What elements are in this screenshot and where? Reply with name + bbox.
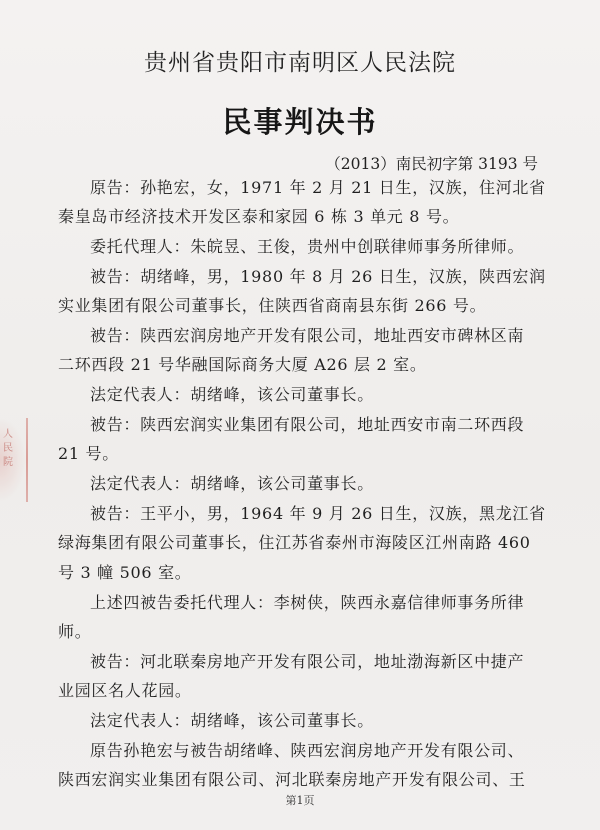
text-line: 陕西宏润实业集团有限公司、河北联秦房地产开发有限公司、王 xyxy=(58,770,526,789)
text-line: 法定代表人：胡绪峰，该公司董事长。 xyxy=(90,385,374,404)
case-number: （2013）南民初字第 3193 号 xyxy=(325,155,538,173)
text-line: 被告：胡绪峰，男，1980 年 8 月 26 日生，汉族，陕西宏润 xyxy=(90,267,546,286)
text-line: 业园区名人花园。 xyxy=(58,681,192,700)
court-name: 贵州省贵阳市南明区人民法院 xyxy=(144,50,456,76)
text-line: 秦皇岛市经济技术开发区泰和家园 6 栋 3 单元 8 号。 xyxy=(58,207,460,226)
text-line: 被告：王平小，男，1964 年 9 月 26 日生，汉族，黑龙江省 xyxy=(90,504,546,523)
text-line: 被告：陕西宏润实业集团有限公司，地址西安市南二环西段 xyxy=(90,415,525,434)
page-number: 第1页 xyxy=(285,794,315,807)
text-line: 被告：陕西宏润房地产开发有限公司，地址西安市碑林区南 xyxy=(90,326,525,345)
text-line: 二环西段 21 号华融国际商务大厦 A26 层 2 室。 xyxy=(58,355,427,374)
text-line: 原告孙艳宏与被告胡绪峰、陕西宏润房地产开发有限公司、 xyxy=(90,741,525,760)
document-title: 民事判决书 xyxy=(222,105,378,139)
text-line: 号 3 幢 506 室。 xyxy=(58,563,192,582)
text-line: 原告：孙艳宏，女，1971 年 2 月 21 日生，汉族，住河北省 xyxy=(90,178,546,197)
text-line: 21 号。 xyxy=(58,444,119,463)
text-line: 被告：河北联秦房地产开发有限公司，地址渤海新区中捷产 xyxy=(90,652,525,671)
text-line: 师。 xyxy=(58,622,92,641)
text-line: 法定代表人：胡绪峰，该公司董事长。 xyxy=(90,474,374,493)
seal-stamp-fragment: 人 民 院 xyxy=(0,418,28,502)
text-line: 实业集团有限公司董事长，住陕西省商南县东街 266 号。 xyxy=(58,296,487,315)
text-line: 法定代表人：胡绪峰，该公司董事长。 xyxy=(90,711,374,730)
text-line: 上述四被告委托代理人：李树侠，陕西永嘉信律师事务所律 xyxy=(90,593,525,612)
text-line: 绿海集团有限公司董事长，住江苏省泰州市海陵区江州南路 460 xyxy=(58,533,531,552)
text-line: 委托代理人：朱皖昱、王俊，贵州中创联律师事务所律师。 xyxy=(90,237,525,256)
